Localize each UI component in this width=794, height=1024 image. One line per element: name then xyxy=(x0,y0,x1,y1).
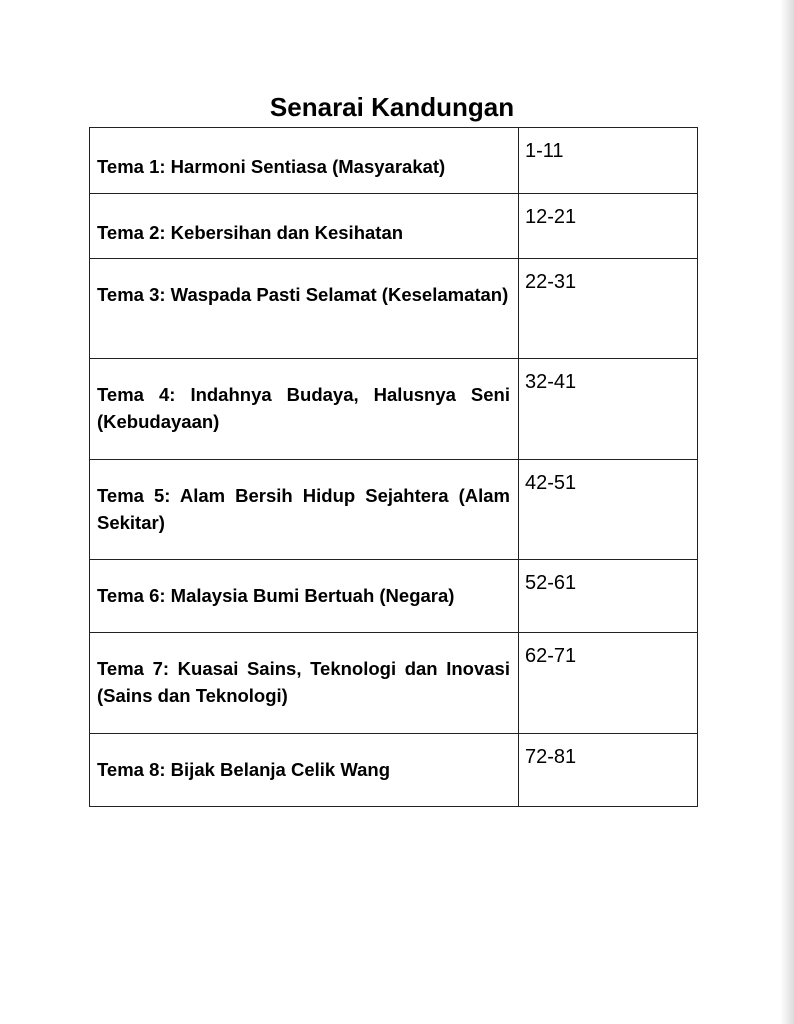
toc-row xyxy=(90,128,698,194)
toc-row xyxy=(90,194,698,259)
theme-cell xyxy=(90,560,519,633)
page-title: Senarai Kandungan xyxy=(269,92,515,122)
page-range: 1-11 xyxy=(525,140,564,162)
pages-cell xyxy=(519,460,698,560)
page-range: 32-41 xyxy=(525,371,577,393)
toc-row xyxy=(90,734,698,807)
theme-label: Tema 6: Malaysia Bumi Bertuah (Negara) xyxy=(97,585,455,606)
theme-cell xyxy=(90,633,519,734)
page-range: 42-51 xyxy=(525,472,577,494)
pages-cell xyxy=(519,194,698,259)
pages-cell xyxy=(519,259,698,359)
theme-label: Tema 8: Bijak Belanja Celik Wang xyxy=(97,759,391,780)
theme-label: Tema 7: Kuasai Sains, Teknologi dan Inovasi (Sains dan Teknologi) xyxy=(97,658,510,706)
pages-cell xyxy=(519,633,698,734)
theme-cell xyxy=(90,194,519,259)
theme-cell xyxy=(90,734,519,807)
toc-row xyxy=(90,460,698,560)
theme-label: Tema 1: Harmoni Sentiasa (Masyarakat) xyxy=(97,156,446,177)
page-range: 72-81 xyxy=(525,746,577,768)
theme-cell xyxy=(90,128,519,194)
page-range: 22-31 xyxy=(525,271,577,293)
pages-cell xyxy=(519,359,698,460)
toc-row xyxy=(90,259,698,359)
toc-row xyxy=(90,359,698,460)
toc-row xyxy=(90,633,698,734)
page-range: 12-21 xyxy=(525,206,577,228)
page-range: 62-71 xyxy=(525,645,577,667)
theme-label: Tema 5: Alam Bersih Hidup Sejahtera (Alam Sekitar) xyxy=(97,485,510,533)
theme-cell xyxy=(90,460,519,560)
theme-cell xyxy=(90,259,519,359)
pages-cell xyxy=(519,128,698,194)
table-of-contents xyxy=(89,127,698,807)
page-edge-shadow xyxy=(780,0,794,1024)
pages-cell xyxy=(519,734,698,807)
theme-label: Tema 4: Indahnya Budaya, Halusnya Seni (Kebudayaan) xyxy=(97,384,510,432)
theme-cell xyxy=(90,359,519,460)
toc-row xyxy=(90,560,698,633)
theme-label: Tema 2: Kebersihan dan Kesihatan xyxy=(97,222,404,243)
page-range: 52-61 xyxy=(525,572,577,594)
theme-label: Tema 3: Waspada Pasti Selamat (Keselamatan) xyxy=(97,284,509,305)
pages-cell xyxy=(519,560,698,633)
